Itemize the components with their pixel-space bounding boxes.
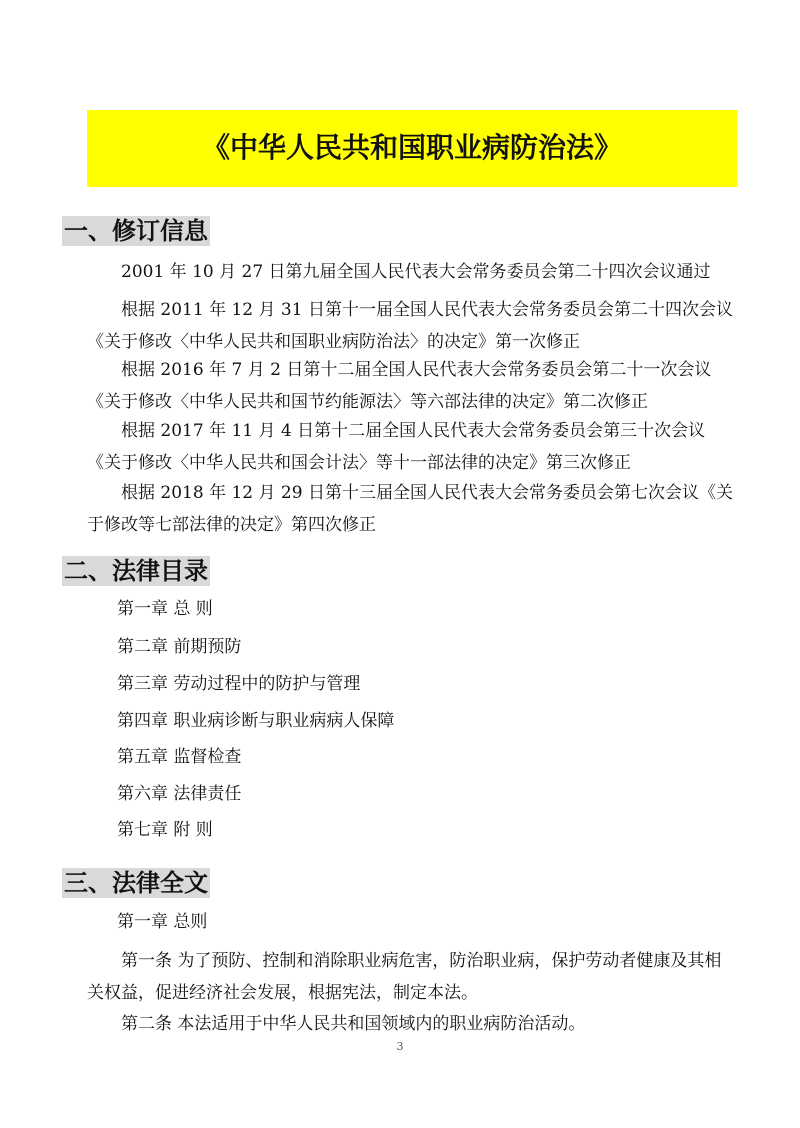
title-banner [87,110,737,187]
revision-paragraph: 根据 2017 年 11 月 4 日第十二届全国人民代表大会常务委员会第三十次会议《关于修改〈中华人民共和国会计法〉等十一部法律的决定》第三次修正 [87,421,706,473]
toc-item: 第七章 附 则 [117,820,213,840]
toc-item: 第六章 法律责任 [117,784,242,804]
toc-item: 第三章 劳动过程中的防护与管理 [117,674,361,694]
revision-paragraph: 根据 2016 年 7 月 2 日第十二届全国人民代表大会常务委员会第二十一次会议《关于修改〈中华人民共和国节约能源法〉等六部法律的决定》第二次修正 [87,360,712,412]
section-heading-revision: 一、修订信息 [64,217,208,245]
page-number: 3 [396,1040,404,1053]
section-heading-toc: 二、法律目录 [64,557,208,585]
article-paragraph: 第一条 为了预防、控制和消除职业病危害，防治职业病，保护劳动者健康及其相关权益，促进经济社会发展，根据宪法，制定本法。 [87,951,722,1003]
toc-item: 第四章 职业病诊断与职业病病人保障 [117,711,395,731]
section-heading-fulltext: 三、法律全文 [64,869,208,897]
toc-item: 第一章 总 则 [117,599,213,619]
revision-paragraph: 2001 年 10 月 27 日第九届全国人民代表大会常务委员会第二十四次会议通过 [121,262,711,282]
revision-paragraph: 根据 2018 年 12 月 29 日第十三届全国人民代表大会常务委员会第七次会议《关于修改等七部法律的决定》第四次修正 [87,483,733,535]
article-paragraph: 第二条 本法适用于中华人民共和国领域内的职业病防治活动。 [121,1014,586,1034]
toc-item: 第五章 监督检查 [117,747,242,767]
toc-item: 第二章 前期预防 [117,637,242,657]
revision-paragraph: 根据 2011 年 12 月 31 日第十一届全国人民代表大会常务委员会第二十四次会议《关于修改〈中华人民共和国职业病防治法〉的决定》第一次修正 [87,300,733,352]
document-title: 《中华人民共和国职业病防治法》 [201,130,622,164]
chapter-heading: 第一章 总则 [117,912,208,932]
